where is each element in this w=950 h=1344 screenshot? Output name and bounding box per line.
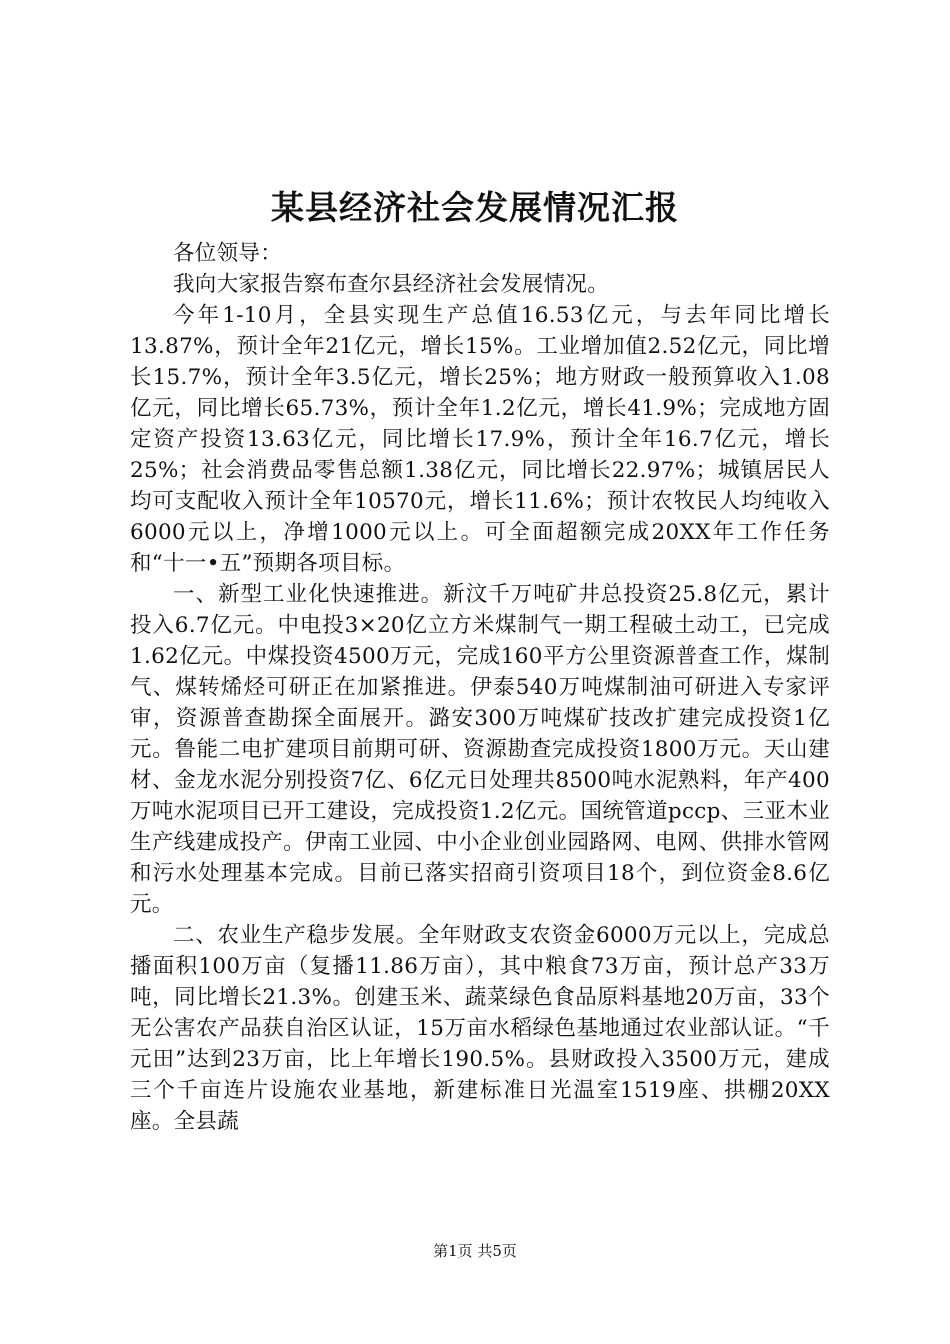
- document-title: 某县经济社会发展情况汇报: [271, 188, 679, 227]
- industrialization-paragraph: 一、新型工业化快速推进。新汶千万吨矿井总投资25.8亿元，累计投入6.7亿元。中电投3×20亿立方米煤制气一期工程破土动工，已完成1.62亿元。中煤投资4500万元，完成160平方公里资源普查工作，煤制气、煤转烯烃可研正在加紧推进。伊泰540万吨煤制油可研进入专家评审，资源普查勘探全面展开。潞安300万吨煤矿技改扩建完成投资1亿元。鲁能二电扩建项目前期可研、资源勘查完成投资1800万元。天山建材、金龙水泥分别投资7亿、6亿元日处理共8500吨水泥熟料，年产400万吨水泥项目已开工建设，完成投资1.2亿元。国统管道pccp、三亚木业生产线建成投产。伊南工业园、中小企业创业园路网、电网、供排水管网和污水处理基本完成。目前已落实招商引资项目18个，到位资金8.6亿元。: [130, 582, 830, 917]
- intro-paragraph: 我向大家报告察布查尔县经济社会发展情况。: [173, 272, 610, 297]
- economic-summary-paragraph: 今年1-10月，全县实现生产总值16.53亿元，与去年同比增长13.87%，预计全年21亿元，增长15%。工业增加值2.52亿元，同比增长15.7%，预计全年3.5亿元，增长25%；地方财政一般预算收入1.08亿元，同比增长65.73%，预计全年1.2亿元，增长41.9%；完成地方固定资产投资13.63亿元，同比增长17.9%，预计全年16.7亿元，增长25%；社会消费品零售总额1.38亿元，同比增长22.97%；城镇居民人均可支配收入预计全年10570元，增长11.6%；预计农牧民人均纯收入6000元以上，净增1000元以上。可全面超额完成20XX年工作任务和“十一•五”预期各项目标。: [130, 303, 830, 576]
- salutation-paragraph: 各位领导：: [173, 241, 283, 266]
- document-body: [130, 238, 830, 1137]
- agriculture-paragraph: 二、农业生产稳步发展。全年财政支农资金6000万元以上，完成总播面积100万亩（复播11.86万亩），其中粮食73万亩，预计总产33万吨，同比增长21.3%。创建玉米、蔬菜绿色食品原料基地20万亩，33个无公害农产品获自治区认证，15万亩水稻绿色基地通过农业部认证。“千元田”达到23万亩，比上年增长190.5%。县财政投入3500万元，建成三个千亩连片设施农业基地，新建标准日光温室1519座、拱棚20XX座。全县蔬: [130, 923, 830, 1134]
- page-number-footer: 第1页 共5页: [433, 1242, 517, 1260]
